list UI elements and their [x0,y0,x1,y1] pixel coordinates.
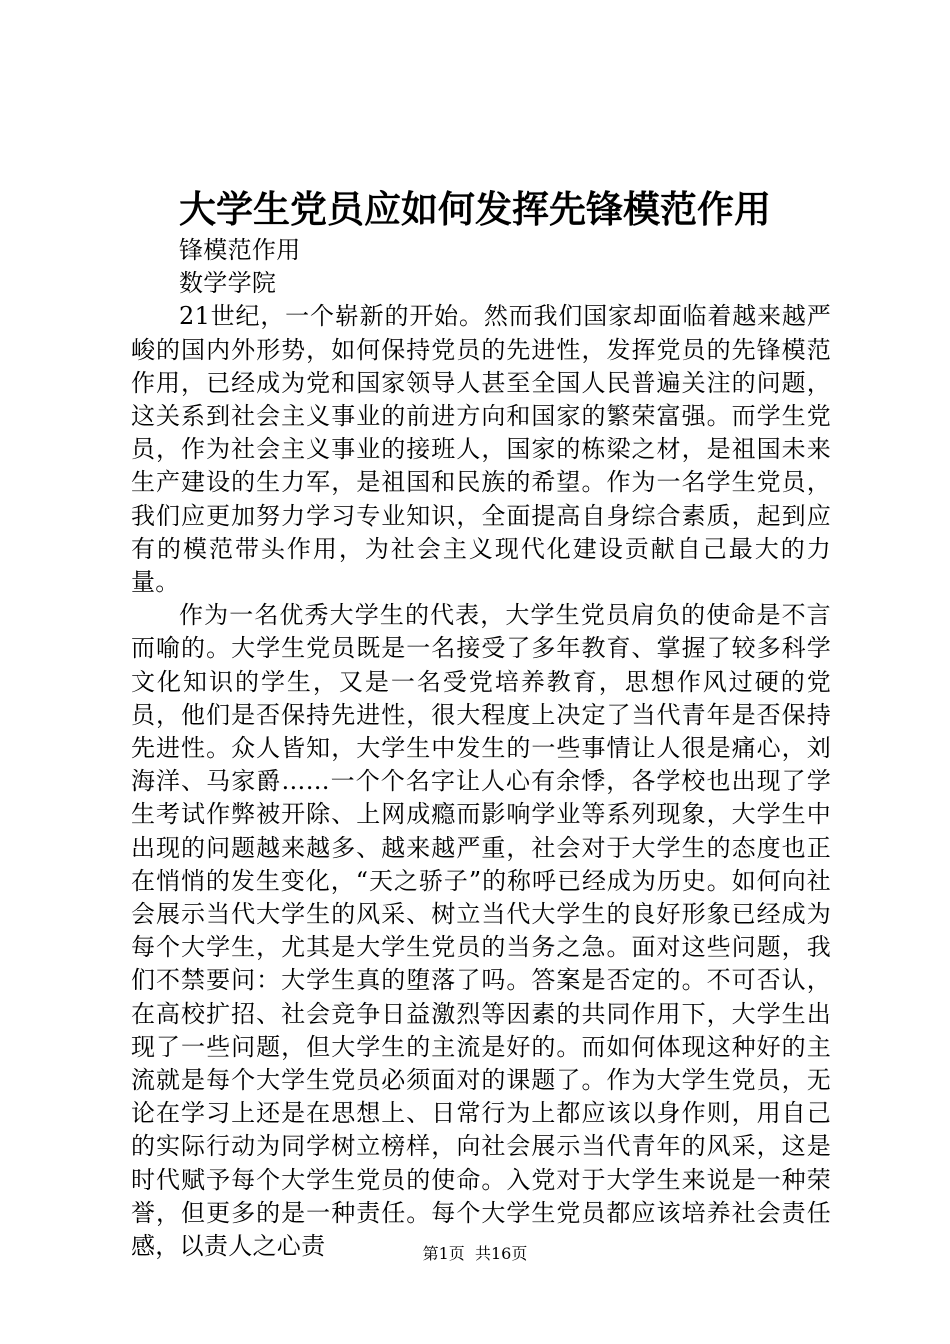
paragraph: 21世纪，一个崭新的开始。然而我们国家却面临着越来越严峻的国内外形势，如何保持党员的先进性，发挥党员的先锋模范作用，已经成为党和国家领导人甚至全国人民普遍关注的问题，这关系到社会主义事业的前进方向和国家的繁荣富强。而学生党员，作为社会主义事业的接班人，国家的栋梁之材，是祖国未来生产建设的生力军，是祖国和民族的希望。作为一名学生党员，我们应更加努力学习专业知识，全面提高自身综合素质，起到应有的模范带头作用，为社会主义现代化建设贡献自己最大的力量。 [131,302,831,597]
footer-spacer [465,1244,475,1263]
document-body [131,234,831,1263]
subtitle-line: 锋模范作用 [179,236,301,264]
page-number: 第1页 [422,1244,465,1263]
page-total: 共16页 [474,1244,528,1263]
page-footer [0,1243,950,1265]
document-title: 大学生党员应如何发挥先锋模范作用 [179,187,771,231]
paragraph: 作为一名优秀大学生的代表，大学生党员肩负的使命是不言而喻的。大学生党员既是一名接受了多年教育、掌握了较多科学文化知识的学生，又是一名受党培养教育，思想作风过硬的党员，他们是否保持先进性，很大程度上决定了当代青年是否保持先进性。众人皆知，大学生中发生的一些事情让人很是痛心，刘海洋、马家爵……一个个名字让人心有余悸，各学校也出现了学生考试作弊被开除、上网成瘾而影响学业等系列现象，大学生中出现的问题越来越多、越来越严重，社会对于大学生的态度也正在悄悄的发生变化，“天之骄子”的称呼已经成为历史。如何向社会展示当代大学生的风采、树立当代大学生的良好形象已经成为每个大学生，尤其是大学生党员的当务之急。面对这些问题，我们不禁要问：大学生真的堕落了吗。答案是否定的。不可否认，在高校扩招、社会竞争日益激烈等因素的共同作用下，大学生出现了一些问题，但大学生的主流是好的。而如何体现这种好的主流就是每个大学生党员必须面对的课题了。作为大学生党员，无论在学习上还是在思想上、日常行为上都应该以身作则，用自己的实际行动为同学树立榜样，向社会展示当代青年的风采，这是时代赋予每个大学生党员的使命。入党对于大学生来说是一种荣誉，但更多的是一种责任。每个大学生党员都应该培养社会责任感，以责人之心责 [131,601,831,1261]
department-line: 数学学院 [179,269,277,298]
